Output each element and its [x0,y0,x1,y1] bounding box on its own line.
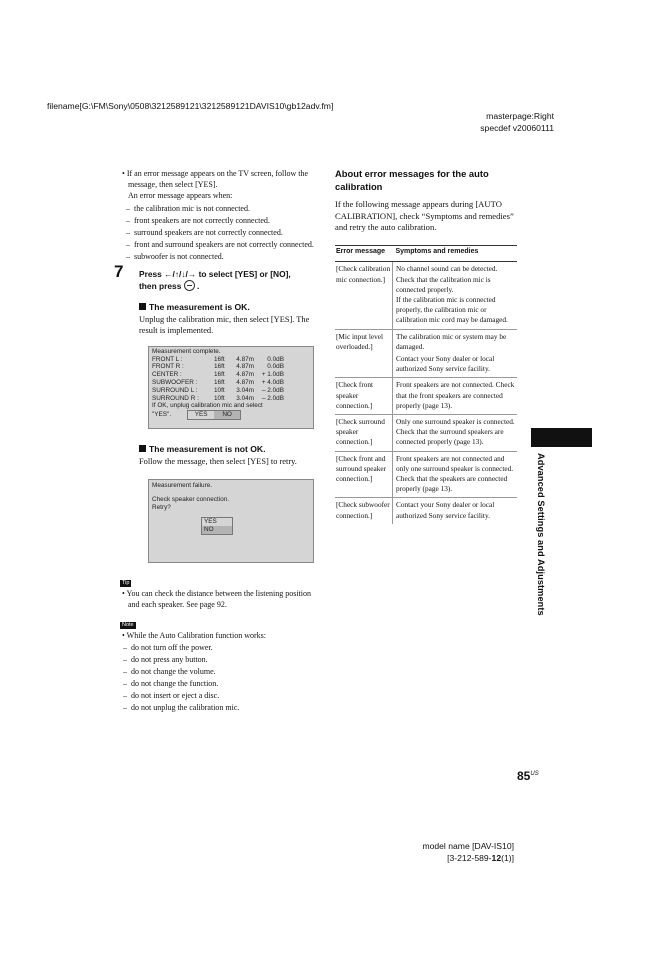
yes-no-selector[interactable] [201,517,233,535]
no-option[interactable]: NO [202,526,232,534]
footer [422,840,514,864]
retry-line: Retry? [152,504,171,512]
list-item: – do not unplug the calibration mic. [123,702,240,712]
yes-option[interactable]: YES [204,517,217,525]
table-row: [Check surround speaker connection.] Only one surround speaker is connected. Check that the surround speakers are connected properly (page 13). [335,414,517,451]
yes-option[interactable]: YES [194,411,208,419]
table-row: CENTER : 16ft 4.87m + 1.0dB [152,371,284,379]
failure-line: Measurement failure. [152,481,213,489]
right-column [335,168,517,524]
not-ok-text: Follow the message, then select [YES] to retry. [139,457,297,467]
list-item: – do not insert or eject a disc. [123,690,220,700]
section-intro: If the following message appears during [AUTO CALIBRATION], check “Symptoms and remedies” and retry the auto calibration. [335,199,514,233]
list-item: – subwoofer is not connected. [126,252,224,262]
note-label: Note [122,621,134,628]
table-row: [Check calibration mic connection.] No channel sound can be detected. Check that the calibration mic is connected properly. If the calibration mic is connected properly, the calibration mic or calibration mic cord may be damaged. [335,262,517,329]
specdef-label: specdef v20060111 [480,123,554,133]
page-number: $85^{US}$ [517,769,539,783]
step-7 [114,261,315,293]
model-name: model name [DAV-IS10] [422,841,514,851]
left-column [114,168,315,714]
section-tab-label: Advanced Settings and Adjustments [536,453,546,616]
table-row: [Mic input level overloaded.] The calibration mic or system may be damaged. Contact your Sony dealer or local authorized Sony service facility. [335,329,517,378]
error-table [335,245,517,524]
measurement-failure-screen [148,479,314,563]
note-block [120,618,315,713]
list-item: – the calibration mic is not connected. [126,203,250,213]
section-tab-bar [531,428,592,447]
measurement-table [152,356,284,403]
table-row: FRONT L : 16ft 4.87m 0.0dB [152,355,284,363]
masterpage-label: masterpage:Right [486,111,554,121]
tip-label: Tip [122,579,130,586]
ok-heading: The measurement is OK. [120,302,315,313]
table-row: [Check subwoofer connection.] Contact your Sony dealer or local authorized Sony service facility. [335,498,517,524]
tip-block [120,576,315,610]
region-suffix: US [530,771,539,777]
note-intro: • While the Auto Calibration function works: [122,630,266,640]
list-item: – front and surround speakers are not correctly connected. [126,240,314,250]
list-item: – do not change the volume. [123,666,216,676]
table-row: SURROUND R : 10ft 3.04m – 2.0dB [152,394,284,402]
step-number: 7 [114,261,124,281]
not-ok-heading: The measurement is not OK. [120,444,315,455]
list-item: – do not turn off the power. [123,642,213,652]
section-heading: About error messages for the auto calibration [335,168,489,192]
square-bullet-icon [139,445,146,452]
error-appears-text: An error message appears when: [128,191,233,201]
enter-button-icon [184,280,195,291]
col-symptoms: Symptoms and remedies [393,246,518,262]
header-filename: filename[G:\FM\Sony\0508\3212589121\3212589121DAVIS10\gb12adv.fm] [47,101,334,111]
table-row: FRONT R : 16ft 4.87m 0.0dB [152,363,284,371]
error-intro: • If an error message appears on the TV screen, follow the message, then select [YES]. [122,169,309,190]
yes-no-selector[interactable] [187,410,241,420]
table-row: [Check front and surround speaker connection.] Front speakers are not connected and only one surround speaker is connected. Check that the speakers are connected properly (page 13). [335,451,517,498]
error-reasons-list [120,203,315,263]
list-item: – front speakers are not correctly connected. [126,215,270,225]
table-row: SURROUND L : 10ft 3.04m – 2.0dB [152,386,284,394]
table-row: SUBWOOFER : 16ft 4.87m + 4.0dB [152,379,284,387]
screen-title: Measurement complete. [152,347,221,355]
tip-text: • You can check the distance between the listening position and each speaker. See page 92. [122,588,311,609]
check-line: Check speaker connection. [152,496,230,504]
list-item: – do not change the function. [123,678,219,688]
measurement-complete-screen [148,346,314,429]
part-code: [3-212-589-12(1)] [447,853,514,863]
list-item: – surround speakers are not correctly connected. [126,228,283,238]
ok-text: Unplug the calibration mic, then select [YES]. The result is implemented. [139,314,310,336]
col-error-message: Error message [335,246,393,262]
screen-note: If OK, unplug calibration mic and select "YES". YES NO [152,402,263,419]
no-option[interactable]: NO [214,411,240,419]
square-bullet-icon [139,303,146,310]
table-header-row [335,246,517,262]
header-masterpage [480,110,554,134]
list-item: – do not press any button. [123,654,208,664]
table-row: [Check front speaker connection.] Front speakers are not connected. Check that the front speakers are connected properly (page 13). [335,378,517,415]
step-instruction: Press ←/↑/↓/→ to select [YES] or [NO], then press . [139,268,291,292]
